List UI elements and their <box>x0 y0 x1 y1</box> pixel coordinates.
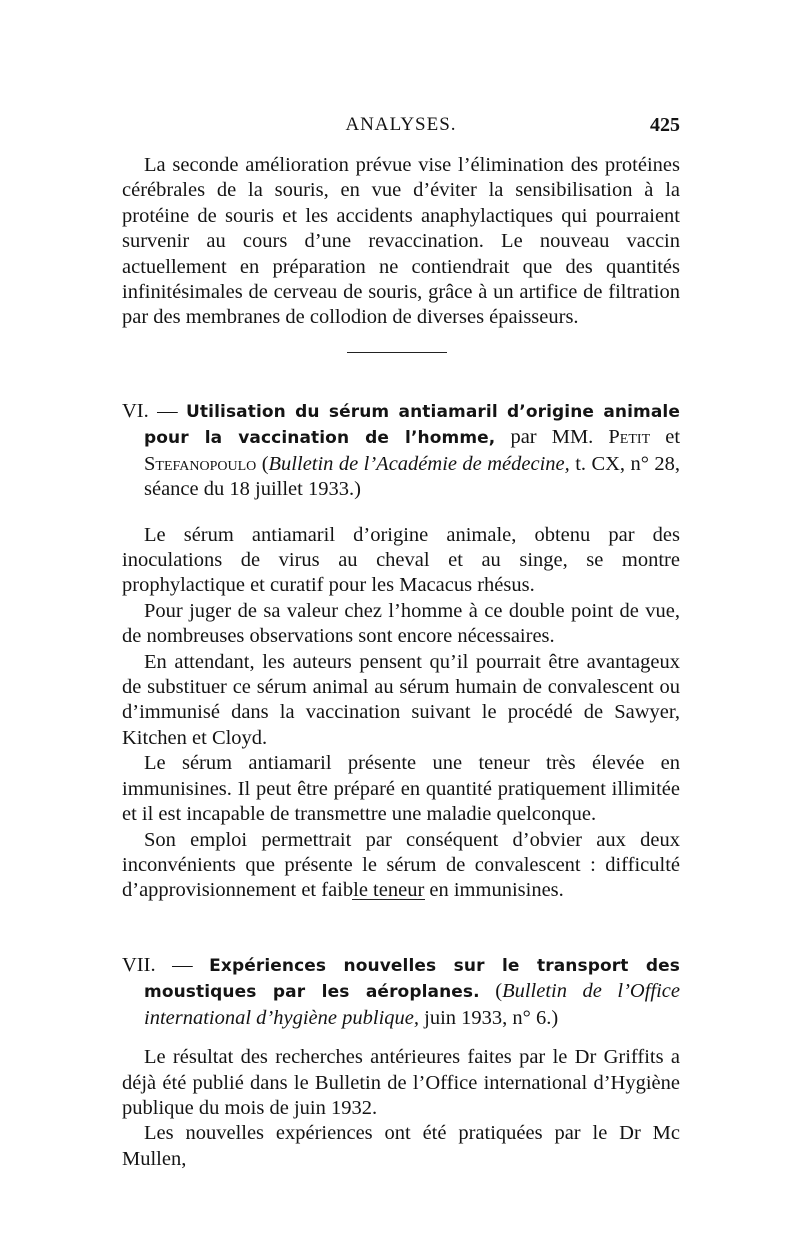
section-vii-paragraph-1: Le résultat des recherches antérieures faites par le Dr Griffits a déjà été publié dans le Bulletin de l’Office international d’Hygiène publique du mois de juin 1932. <box>122 1046 680 1120</box>
section-vi-paragraph-5: Son emploi permettrait par conséquent d’obvier aux deux inconvénients que présente le sérum de convalescent : difficulté d’approvisionnement et faible teneur en immunisines. <box>122 828 680 902</box>
section-vi-numeral: VI. — <box>122 400 178 422</box>
section-vi-paragraph-3: En attendant, les auteurs pensent qu’il pourrait être avantageux de substituer ce sérum animal au sérum humain de convalescent ou d’immunisé dans la vaccination suivant le procédé de Sawyer, Kitchen et Cloyd. <box>122 650 680 749</box>
intro-block <box>122 153 680 331</box>
section-vii-numeral: VII. — <box>122 954 193 976</box>
section-divider <box>347 352 447 353</box>
author-petit: Petit <box>608 426 651 449</box>
section-vii-source-rest: juin 1933, n° 6.) <box>424 1006 559 1029</box>
intro-paragraph: La seconde amélioration prévue vise l’élimination des protéines cérébrales de la souris, en vue d’éviter la sensibilisation à la protéine de souris et les accidents anaphylactiques qui pourraient survenir au cours d’une revaccination. Le nouveau vaccin actuellement en préparation ne contiendrait que des quantités infinitésimales de cerveau de souris, grâce à un artifice de filtration par des membranes de collodion de diverses épaisseurs. <box>122 154 680 329</box>
running-head: ANALYSES. <box>345 114 457 135</box>
section-vii-title: Expériences nouvelles sur le transport des moustiques par les aéroplanes. <box>144 956 681 1003</box>
section-vi-by: par MM. <box>510 426 594 449</box>
section-vi <box>122 399 680 904</box>
section-vi-paragraph-4: Le sérum antiamaril présente une teneur très élevée en immunisines. Il peut être préparé en quantité pratiquement illimitée et il est incapable de transmettre une maladie quelconque. <box>122 752 680 826</box>
page-header <box>122 114 680 142</box>
section-vi-and: et <box>665 426 681 449</box>
section-vi-source-open: ( <box>261 452 269 475</box>
section-vii-source-open: ( <box>495 980 503 1003</box>
author-stefanopoulo: Stefanopoulo <box>144 452 257 475</box>
section-divider <box>352 899 425 900</box>
section-vii-paragraph-2: Les nouvelles expériences ont été pratiquées par le Dr Mc Mullen, <box>122 1122 680 1170</box>
section-vi-paragraph-1: Le sérum antiamaril d’origine animale, obtenu par des inoculations de virus au cheval et au singe, se montre prophylactique et curatif pour les Macacus rhésus. <box>122 523 680 597</box>
section-vii-source-title: Bulletin de l’Office international d’hygiène publique, <box>144 980 680 1029</box>
section-vi-title: Utilisation du sérum antiamaril d’origine animale pour la vaccination de l’homme, <box>144 402 680 449</box>
section-vi-heading <box>122 399 680 503</box>
section-vi-source-title: Bulletin de l’Académie de médecine, <box>268 452 570 475</box>
section-vii-heading <box>122 953 680 1031</box>
section-vi-source-rest: t. CX, n° 28, séance du 18 juillet 1933.) <box>144 452 680 501</box>
page-number: 425 <box>650 114 680 136</box>
section-vi-paragraph-2: Pour juger de sa valeur chez l’homme à ce double point de vue, de nombreuses observations sont encore nécessaires. <box>122 599 680 648</box>
section-vii <box>122 953 680 1172</box>
